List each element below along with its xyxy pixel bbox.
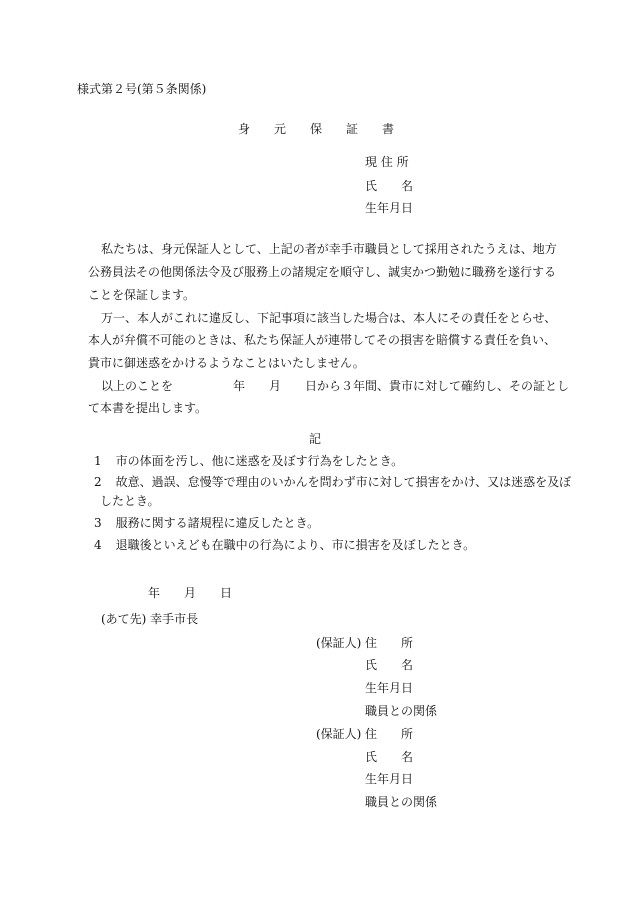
body-paragraph-3-line-1: 以上のことを 年 月 日から３年間、貴市に対して確約し、その証とし (101, 379, 570, 393)
list-item-number: 4 (94, 538, 102, 552)
guarantor-relation-label: 職員との関係 (365, 795, 438, 809)
subject-birth-label: 生年月日 (365, 201, 414, 215)
guarantor-address-label: 住 所 (365, 636, 414, 650)
guarantor-name-label: 氏 名 (365, 750, 414, 764)
subject-address-label: 現 住 所 (365, 155, 409, 169)
ki-heading: 記 (309, 432, 322, 446)
list-item-2-continuation: したとき。 (100, 494, 160, 508)
body-paragraph-1-line-3: ことを保証します。 (88, 288, 196, 302)
list-item-3 (94, 517, 319, 529)
addressee: (あて先) 幸手市長 (101, 612, 199, 626)
document-title: 身 元 保 証 書 (238, 122, 395, 136)
body-paragraph-3-line-2: て本書を提出します。 (88, 401, 208, 415)
body-paragraph-1-line-1: 私たちは、身元保証人として、上記の者が幸手市職員として採用されたうえは、地方 (101, 242, 557, 256)
list-item-number: 3 (94, 516, 102, 530)
list-item-text: 市の体面を汚し、他に迷惑を及ぼす行為をしたとき。 (115, 454, 404, 468)
list-item-number: 1 (94, 454, 102, 468)
body-paragraph-1-line-2: 公務員法その他関係法令及び服務上の諸規定を順守し、誠実かつ勤勉に職務を遂行する (88, 265, 557, 279)
form-label: 様式第２号(第５条関係) (77, 82, 207, 96)
guarantor-birth-label: 生年月日 (365, 772, 414, 786)
guarantor-relation-label: 職員との関係 (365, 704, 438, 718)
list-item-4 (94, 539, 475, 551)
guarantor-prefix: (保証人) (316, 636, 362, 650)
guarantor-birth-label: 生年月日 (365, 681, 414, 695)
list-item-2 (94, 476, 571, 488)
list-item-text: 故意、過誤、怠慢等で理由のいかんを問わず市に対して損害をかけ、又は迷惑を及ぼ (115, 475, 572, 489)
list-item-1 (94, 455, 403, 467)
guarantor-address-label: 住 所 (365, 727, 414, 741)
list-item-number: 2 (94, 475, 102, 489)
body-paragraph-2-line-1: 万一、本人がこれに違反し、下記事項に該当した場合は、本人にその責任をとらせ、 (101, 311, 557, 325)
list-item-text: 服務に関する諸規程に違反したとき。 (115, 516, 320, 530)
date-line: 年 月 日 (148, 586, 233, 600)
guarantor-name-label: 氏 名 (365, 658, 414, 672)
guarantor-prefix: (保証人) (316, 727, 362, 741)
body-paragraph-2-line-2: 本人が弁償不可能のときは、私たち保証人が連帯してその損害を賠償する責任を負い、 (88, 333, 557, 347)
body-paragraph-2-line-3: 貴市に御迷惑をかけるようなことはいたしません。 (88, 356, 365, 370)
subject-name-label: 氏 名 (365, 179, 414, 193)
list-item-text: 退職後といえども在職中の行為により、市に損害を及ぼしたとき。 (115, 538, 476, 552)
